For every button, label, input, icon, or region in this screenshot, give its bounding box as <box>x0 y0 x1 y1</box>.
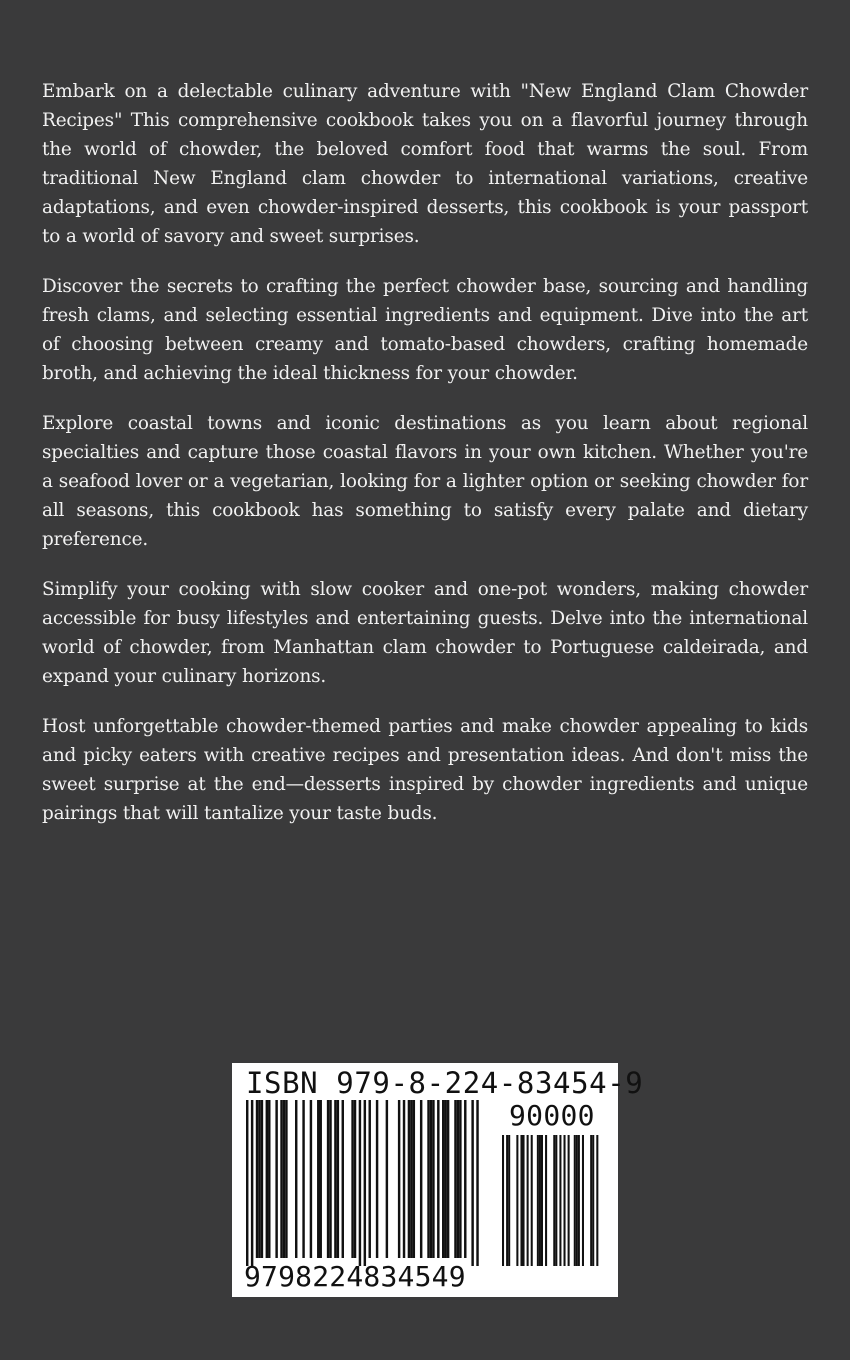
addon-bar <box>559 1135 561 1266</box>
barcode-bar <box>398 1100 400 1258</box>
addon-bar <box>590 1135 592 1266</box>
barcode-bar <box>251 1100 253 1266</box>
blurb-paragraph-1: Embark on a delectable culinary adventure with "New England Clam Chowder Recipes" This comprehensive cookbook takes you on a flavorful journey through the world of chowder, the beloved comfort food that warms the soul. From traditional New England clam chowder to international variations, creative adaptations, and even chowder-inspired desserts, this cookbook is your passport to a world of savory and sweet surprises. <box>42 81 808 247</box>
barcode-bar <box>359 1100 361 1266</box>
barcode-bar <box>437 1100 439 1258</box>
barcode-bar <box>342 1100 344 1258</box>
addon-bar <box>596 1135 598 1266</box>
addon-bar <box>592 1135 594 1266</box>
price-code: 90000 <box>509 1099 595 1132</box>
barcode-bar <box>432 1100 434 1258</box>
addon-bar <box>523 1135 525 1266</box>
addon-bar <box>568 1135 570 1266</box>
barcode-bar <box>408 1100 410 1258</box>
barcode-bar <box>386 1100 388 1258</box>
ean-digits: 9798224834549 <box>244 1260 466 1293</box>
barcode-bar <box>246 1100 248 1266</box>
addon-bar <box>553 1135 555 1266</box>
barcode-bar <box>369 1100 371 1258</box>
barcode-bar <box>317 1100 319 1258</box>
barcode-bar <box>442 1100 444 1258</box>
barcode-bar <box>430 1100 432 1258</box>
blurb-paragraph-2: Discover the secrets to crafting the perfect chowder base, sourcing and handling fresh clams, and selecting essential ingredients and equipment. Dive into the art of choosing between creamy and tomato-based chowders, crafting homemade broth, and achieving the ideal thickness for your chowder. <box>42 276 808 384</box>
barcode-bar <box>351 1100 353 1258</box>
barcode-bar <box>427 1100 429 1258</box>
blurb-paragraph-3: Explore coastal towns and iconic destinations as you learn about regional specialties and capture those coastal flavors in your own kitchen. Whether you're a seafood lover or a vegetarian, looking for a lighter option or seeking chowder for all seasons, this cookbook has something to satisfy every palate and dietary preference. <box>42 413 808 550</box>
barcode-bar <box>413 1100 415 1258</box>
barcode-bar <box>464 1100 466 1258</box>
barcode-bar <box>295 1100 297 1258</box>
addon-bar <box>531 1135 533 1266</box>
barcode-bar <box>476 1100 478 1266</box>
barcode-bar <box>275 1100 277 1258</box>
cover-blurb <box>42 77 808 849</box>
addon-bar <box>537 1135 539 1266</box>
addon-bar <box>541 1135 543 1266</box>
addon-bar <box>520 1135 522 1266</box>
addon-bar <box>516 1135 518 1266</box>
barcode-bar <box>410 1100 412 1258</box>
barcode-bar <box>320 1100 322 1258</box>
barcode-bar <box>454 1100 456 1258</box>
barcode-bar <box>285 1100 287 1258</box>
barcode-bar <box>457 1100 459 1258</box>
barcode-bar <box>447 1100 449 1258</box>
addon-bar <box>506 1135 508 1266</box>
barcode-bar <box>329 1100 331 1258</box>
addon-bar <box>555 1135 557 1266</box>
barcode-bar <box>283 1100 285 1258</box>
barcode-bar <box>266 1100 268 1258</box>
barcode-bar <box>471 1100 473 1266</box>
barcode-bar <box>310 1100 312 1258</box>
blurb-paragraph-5: Host unforgettable chowder-themed parties and make chowder appealing to kids and picky eaters with creative recipes and presentation ideas. And don't miss the sweet surprise at the end—desserts inspired by chowder ingredients and unique pairings that will tantalize your taste buds. <box>42 716 808 824</box>
barcode-bar <box>444 1100 446 1258</box>
addon-bar <box>576 1135 578 1266</box>
blurb-paragraph-4: Simplify your cooking with slow cooker and one-pot wonders, making chowder accessible for busy lifestyles and entertaining guests. Delve into the international world of chowder, from Manhattan clam chowder to Portuguese caldeirada, and expand your culinary horizons. <box>42 579 808 687</box>
barcode-bar <box>327 1100 329 1258</box>
barcode-bar <box>268 1100 270 1258</box>
barcode-bar <box>261 1100 263 1258</box>
addon-bar <box>539 1135 541 1266</box>
barcode-bar <box>280 1100 282 1258</box>
addon-bar <box>564 1135 566 1266</box>
addon-bar <box>527 1135 529 1266</box>
barcode-bar <box>258 1100 260 1258</box>
barcode-bar <box>376 1100 378 1258</box>
isbn-label: ISBN 979-8-224-83454-9 <box>246 1066 644 1100</box>
barcode-bar <box>334 1100 336 1258</box>
barcode-bar <box>302 1100 304 1258</box>
addon-bar <box>508 1135 510 1266</box>
barcode-bar <box>337 1100 339 1258</box>
addon-bar <box>578 1135 580 1266</box>
isbn-barcode-panel <box>232 1063 644 1297</box>
addon-bar <box>582 1135 584 1266</box>
barcode-bar <box>354 1100 356 1258</box>
addon-bar <box>502 1135 504 1266</box>
barcode-bar <box>364 1100 366 1266</box>
barcode-bar <box>256 1100 258 1258</box>
addon-bar <box>545 1135 547 1266</box>
barcode-bar <box>403 1100 405 1258</box>
barcode-bar <box>459 1100 461 1258</box>
addon-bar <box>574 1135 576 1266</box>
barcode-bar <box>420 1100 422 1258</box>
